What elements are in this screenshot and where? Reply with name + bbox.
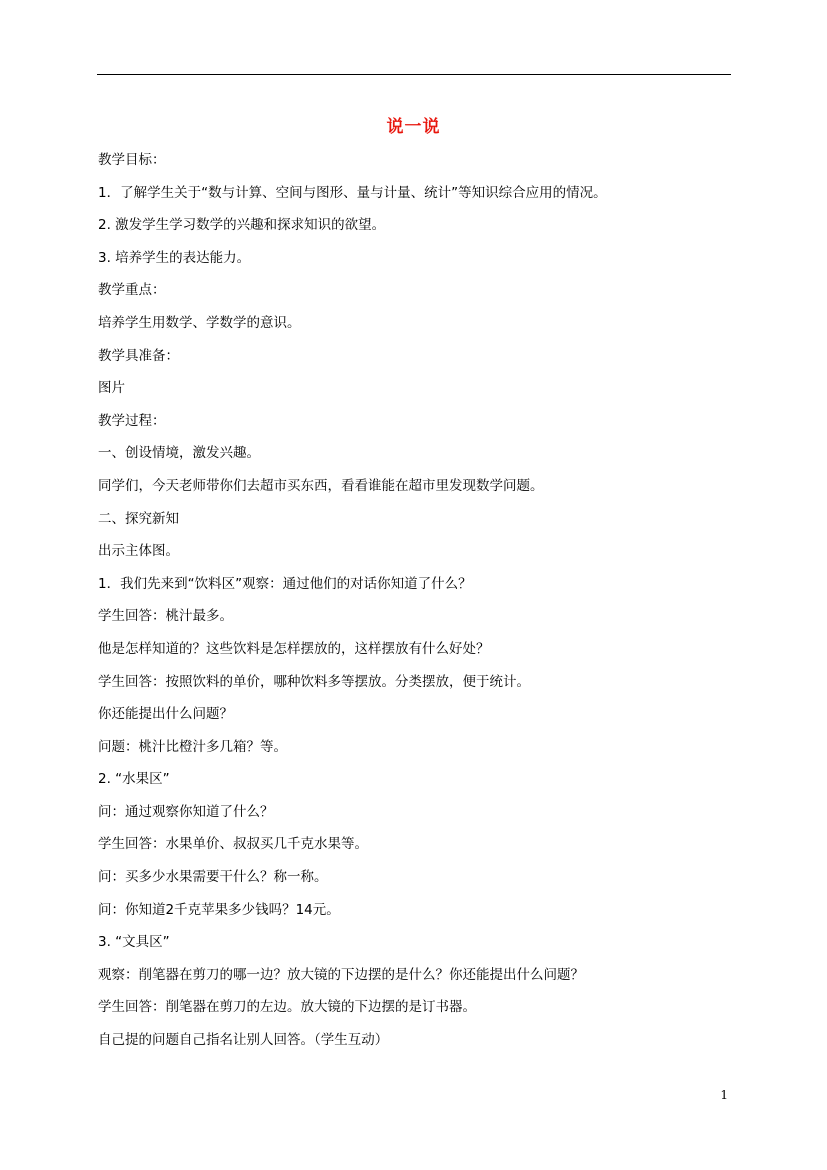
body-line: 问：买多少水果需要干什么？称一称。 <box>98 869 328 886</box>
body-line: 你还能提出什么问题？ <box>98 706 233 723</box>
body-line: 3. “文具区” <box>98 934 170 951</box>
body-line: 2. 激发学生学习数学的兴趣和探求知识的欲望。 <box>98 217 386 234</box>
body-line: 2. “水果区” <box>98 771 170 788</box>
body-line: 1．了解学生关于“数与计算、空间与图形、量与计量、统计”等知识综合应用的情况。 <box>98 184 607 201</box>
document-title: 说一说 <box>386 117 441 137</box>
body-line: 观察：削笔器在剪刀的哪一边？放大镜的下边摆的是什么？你还能提出什么问题？ <box>98 966 584 983</box>
body-line: 教学目标： <box>98 152 166 168</box>
body-line: 培养学生用数学、学数学的意识。 <box>98 314 301 331</box>
body-line: 同学们，今天老师带你们去超市买东西，看看谁能在超市里发现数学问题。 <box>98 477 544 494</box>
body-line: 问题：桃汁比橙汁多几箱？等。 <box>98 738 287 755</box>
body-line: 一、创设情境，激发兴趣。 <box>98 445 260 462</box>
body-line: 学生回答：削笔器在剪刀的左边。放大镜的下边摆的是订书器。 <box>98 999 476 1016</box>
body-line: 问：你知道2千克苹果多少钱吗？14元。 <box>98 901 340 918</box>
body-line: 教学过程： <box>98 412 166 429</box>
body-line: 他是怎样知道的？这些饮料是怎样摆放的，这样摆放有什么好处？ <box>98 640 490 657</box>
body-line: 学生回答：按照饮料的单价，哪种饮料多等摆放。分类摆放，便于统计。 <box>98 673 530 690</box>
body-line: 1．我们先来到“饮料区”观察：通过他们的对话你知道了什么？ <box>98 575 472 592</box>
body-line: 学生回答：桃汁最多。 <box>98 608 233 625</box>
body-line: 学生回答：水果单价、叔叔买几千克水果等。 <box>98 836 368 853</box>
body-line: 3. 培养学生的表达能力。 <box>98 249 251 266</box>
body-line: 二、探究新知 <box>98 510 179 527</box>
body-line: 问：通过观察你知道了什么？ <box>98 803 274 820</box>
body-line: 图片 <box>98 380 125 397</box>
body-line: 教学具准备： <box>98 347 179 364</box>
page-number: 1 <box>720 1088 728 1102</box>
body-line: 教学重点： <box>98 282 166 299</box>
body-line: 出示主体图。 <box>98 543 179 560</box>
header-rule <box>97 74 731 75</box>
document-body <box>98 150 738 1063</box>
body-line: 自己提的问题自己指名让别人回答。（学生互动） <box>98 1032 389 1049</box>
